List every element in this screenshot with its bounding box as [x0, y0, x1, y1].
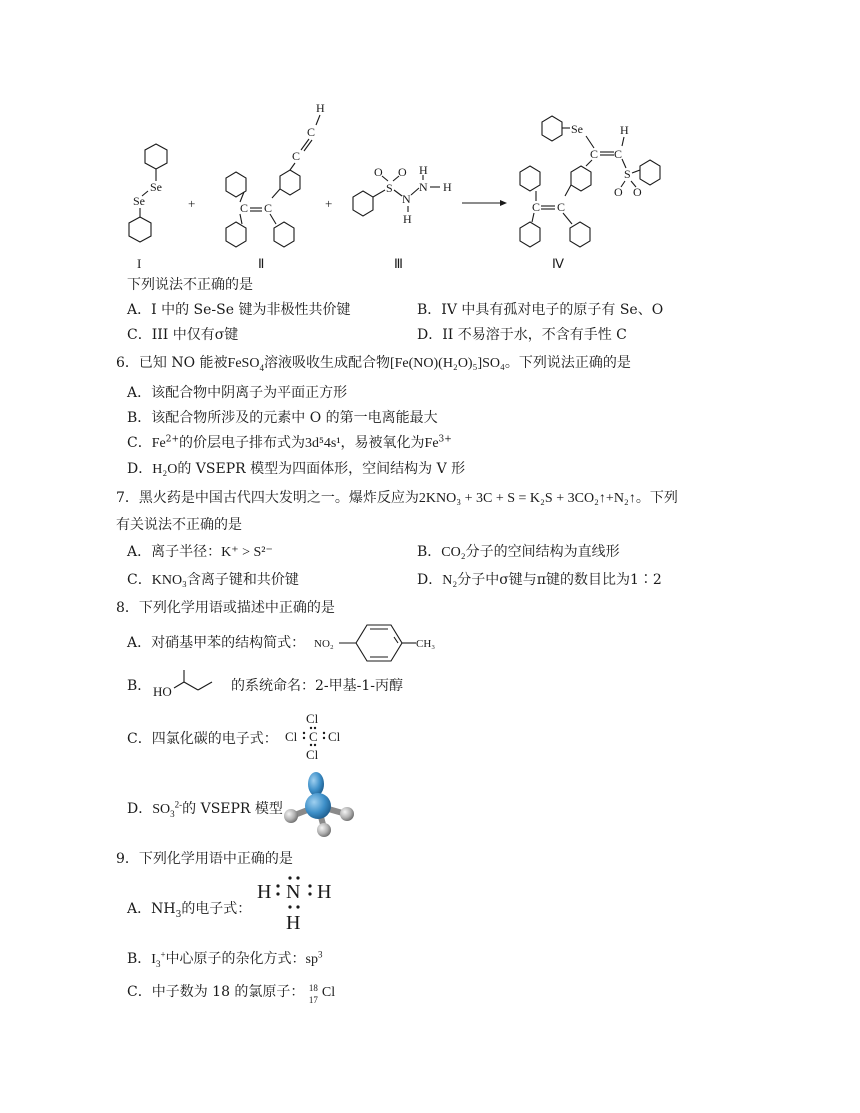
atom-n-1: N [402, 192, 411, 206]
butanol-skeletal-structure [150, 664, 230, 704]
atom-se-2: Se [133, 194, 145, 208]
q7-stem-line2: 有关说法不正确的是 [116, 517, 242, 533]
h-bottom: H [286, 912, 301, 934]
q9-option-b: B．$I_3^+$中心原子的杂化方式：$sp^3$ [127, 949, 323, 969]
q6-stem: 6．已知 NO 能被FeSO$_4$溶液吸收生成配合物[Fe(NO)(H₂O)₅]SO₄。下列说法正确的是 [116, 355, 631, 373]
atom-c-3: C [264, 201, 273, 215]
atom-o-1: O [374, 165, 383, 179]
label-I: I [137, 256, 142, 271]
plus-sign-2: + [325, 196, 333, 211]
atom-h: H [620, 123, 629, 137]
no2-label: NO₂ [314, 638, 334, 650]
cl-left: Cl [285, 729, 298, 744]
mass-number: 18 [308, 983, 318, 993]
cl-top: Cl [306, 711, 319, 726]
atom-n-2: N [419, 180, 428, 194]
compound-IV [520, 116, 660, 271]
q8-option-b-text: 的系统命名：2-甲基-1-丙醇 [231, 678, 404, 694]
atom-s: S [624, 167, 631, 181]
cl-bottom: Cl [306, 747, 319, 762]
q7-option-a: A．离子半径：K⁺ > S²⁻ [127, 544, 273, 560]
reaction-scheme [0, 0, 860, 275]
q5-option-d: D．II 不易溶于水，不含有手性 C [417, 327, 627, 343]
p-nitrotoluene-structure [312, 618, 442, 668]
label-III: Ⅲ [394, 256, 403, 271]
q5-option-a: A．I 中的 Se-Se 键为非极性共价键 [127, 302, 351, 318]
q5-option-c: C．III 中仅有σ键 [127, 327, 239, 343]
q8-stem: 8．下列化学用语或描述中正确的是 [116, 600, 335, 616]
compound-II [226, 101, 325, 271]
q9-option-c: C．中子数为 18 的氯原子： 18 17 Cl [127, 983, 335, 1002]
atom-se-1: Se [150, 180, 162, 194]
h-right: H [317, 881, 332, 903]
q7-option-b: B．CO₂分子的空间结构为直线形 [417, 544, 620, 560]
atom-h-1: H [403, 212, 412, 226]
c-center: C [309, 729, 318, 744]
atom-c-c: C [557, 200, 566, 214]
atom-o-1: O [614, 185, 623, 199]
ch3-label: CH₃ [416, 638, 436, 650]
atom-h: H [316, 101, 325, 115]
atom-c-1: C [307, 125, 316, 139]
ho-label: HO [153, 684, 172, 699]
nh3-electron-dot-structure [255, 874, 345, 934]
label-II: Ⅱ [258, 256, 265, 271]
q6-option-c: C．$Fe^{2+}$的价层电子排布式为3d⁵4s¹，易被氧化为$Fe^{3+}$ [127, 434, 452, 451]
compound-I [129, 144, 167, 271]
compound-III [353, 163, 452, 271]
h-left: H [257, 881, 272, 903]
atom-o-2: O [398, 165, 407, 179]
q7-stem: 7．黑火药是中国古代四大发明之一。爆炸反应为2KNO₃ + 3C + S = K₂S + 3CO₂↑+N₂↑。下列 [116, 490, 678, 506]
reaction-equation: 2KNO₃ + 3C + S = K₂S + 3CO₂↑+N₂↑ [418, 491, 636, 506]
q6-option-d: D．H₂O的 VSEPR 模型为四面体形，空间结构为 V 形 [127, 461, 466, 477]
q9-stem: 9．下列化学用语中正确的是 [116, 851, 293, 867]
q9-option-a: A．$NH_3$的电子式： [127, 901, 252, 920]
atom-h-2: H [419, 163, 428, 177]
q7-option-d: D．N₂分子中σ键与π键的数目比为1∶2 [417, 572, 662, 588]
so3-vsepr-ball-model [280, 766, 360, 846]
q8-option-b-prefix: B． [127, 678, 152, 694]
q8-option-d: D．$SO_3^{2-}$的 VSEPR 模型 [127, 799, 283, 819]
n-center: N [286, 881, 301, 903]
atom-c-4: C [240, 201, 249, 215]
q6-option-b: B．该配合物所涉及的元素中 O 的第一电离能最大 [127, 410, 438, 426]
atom-c-b: C [614, 147, 623, 161]
atom-s: S [386, 181, 393, 195]
q6-option-a: A．该配合物中阴离子为平面正方形 [127, 385, 348, 401]
label-IV: Ⅳ [552, 256, 564, 271]
q8-option-a: A．对硝基甲苯的结构简式： [127, 635, 306, 651]
q5-stem: 下列说法不正确的是 [127, 277, 253, 293]
atom-c-a: C [590, 147, 599, 161]
q7-option-c: C．KNO₃含离子键和共价键 [127, 572, 299, 588]
chlorine-symbol: Cl [321, 985, 336, 1000]
ccl4-electron-dot-structure [283, 710, 353, 766]
atom-o-2: O [633, 185, 642, 199]
reaction-arrow [462, 200, 507, 206]
q5-option-b: B．IV 中具有孤对电子的原子有 Se、O [417, 302, 664, 318]
atom-c-d: C [532, 200, 541, 214]
q8-option-c: C．四氯化碳的电子式： [127, 731, 278, 747]
atom-se: Se [571, 122, 583, 136]
atomic-number: 17 [308, 995, 318, 1005]
plus-sign-1: + [188, 196, 196, 211]
atom-c-2: C [292, 149, 301, 163]
atom-h-3: H [443, 180, 452, 194]
cl-right: Cl [328, 729, 341, 744]
complex-formula: [Fe(NO)(H₂O)₅]SO₄ [389, 356, 505, 371]
